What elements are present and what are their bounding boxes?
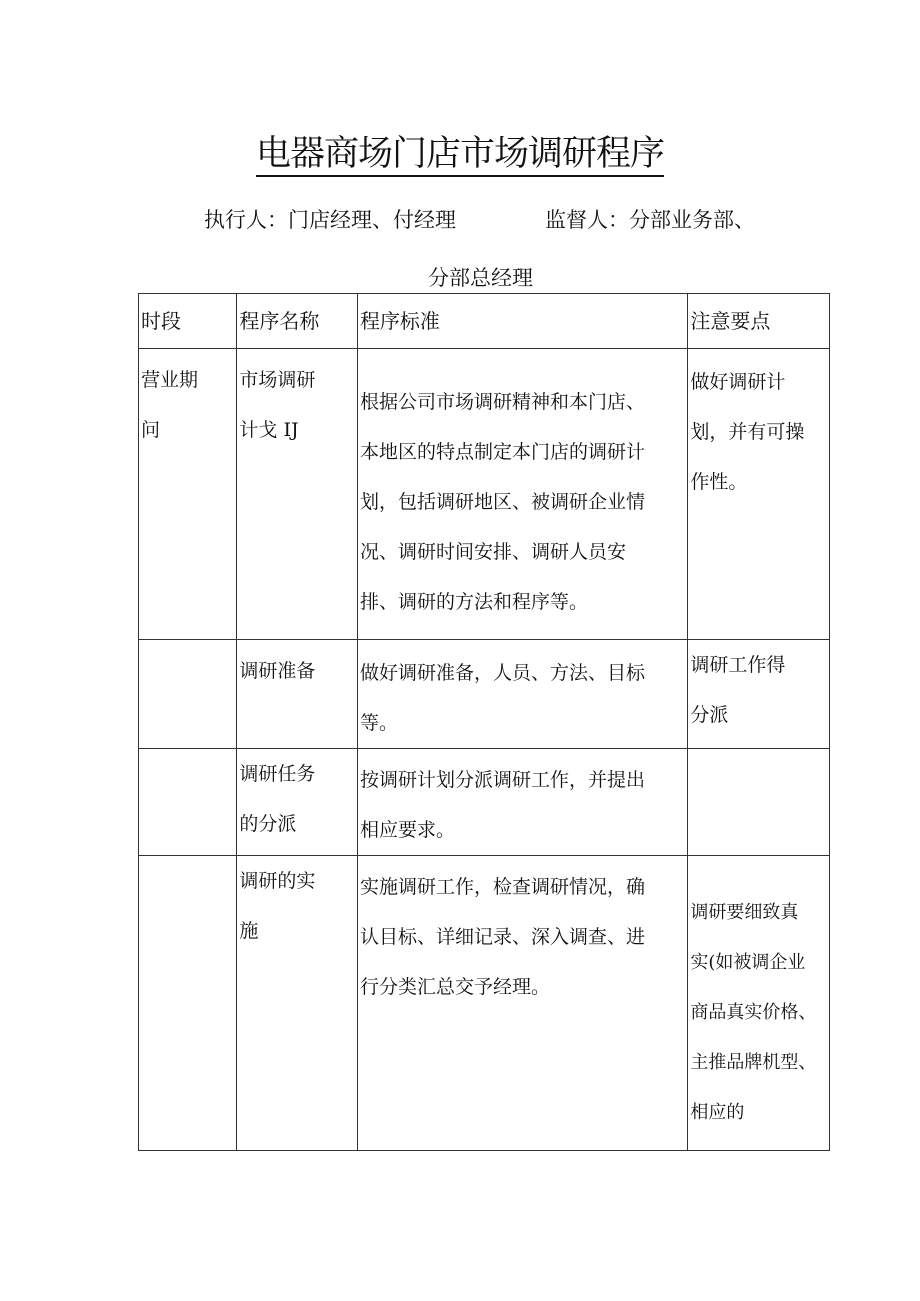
procedure-standard-text: 实施调研工作，检查调研情况，确 认目标、详细记录、深入调查、进 行分类汇总交予经理。 [359, 876, 645, 998]
table-row [139, 856, 830, 1151]
key-points-text: 调研工作得 分派 [690, 654, 786, 726]
procedure-name-text: 调研准备 [239, 660, 316, 682]
key-points-text: 调研要细致真 实(如被调企业 商品真实价格、 主推品牌机型、 相应的 [690, 902, 817, 1123]
cell-procedure-name [237, 640, 358, 749]
cell-procedure-name [237, 349, 358, 640]
table-row [139, 640, 830, 749]
cell-key-points [688, 749, 830, 856]
procedure-standard-text: 按调研计划分派调研工作，并提出 相应要求。 [359, 769, 645, 841]
cell-procedure-standard [357, 749, 687, 856]
cell-procedure-standard [357, 349, 687, 640]
cell-period [139, 640, 237, 749]
cell-period [139, 856, 237, 1151]
header-procedure-name: 程序名称 [237, 294, 358, 349]
cell-key-points [688, 349, 830, 640]
supervisor-line-continued: 分部总经理 [428, 266, 533, 290]
period-text: 营业期 问 [141, 369, 199, 441]
cell-period [139, 749, 237, 856]
cell-procedure-standard [357, 640, 687, 749]
cell-procedure-name [237, 856, 358, 1151]
procedure-name-text: 市场调研 计戈 IJ [239, 369, 316, 441]
table-row [139, 349, 830, 640]
procedure-standard-text: 根据公司市场调研精神和本门店、 本地区的特点制定本门店的调研计 划，包括调研地区、被调研企业情 况、调研时间安排、调研人员安 排、调研的方法和程序等。 [359, 391, 645, 613]
cell-period [139, 349, 237, 640]
header-procedure-standard: 程序标准 [357, 294, 687, 349]
table-row [139, 749, 830, 856]
cell-key-points [688, 856, 830, 1151]
procedure-name-text: 调研任务 的分派 [239, 763, 316, 835]
table-header-row [139, 294, 830, 349]
procedure-name-text: 调研的实 施 [239, 870, 316, 942]
procedure-standard-text: 做好调研准备，人员、方法、目标 等。 [359, 662, 645, 734]
supervisor-line: 监督人：分部业务部、 [545, 208, 755, 232]
cell-procedure-name [237, 749, 358, 856]
header-period: 时段 [139, 294, 237, 349]
cell-key-points [688, 640, 830, 749]
document-title: 电器商场门店市场调研程序 [0, 130, 920, 178]
procedure-table [138, 293, 830, 1151]
executor-line: 执行人：门店经理、付经理 [204, 208, 456, 232]
header-key-points: 注意要点 [688, 294, 830, 349]
key-points-text: 做好调研计 划，并有可操 作性。 [690, 371, 805, 493]
cell-procedure-standard [357, 856, 687, 1151]
